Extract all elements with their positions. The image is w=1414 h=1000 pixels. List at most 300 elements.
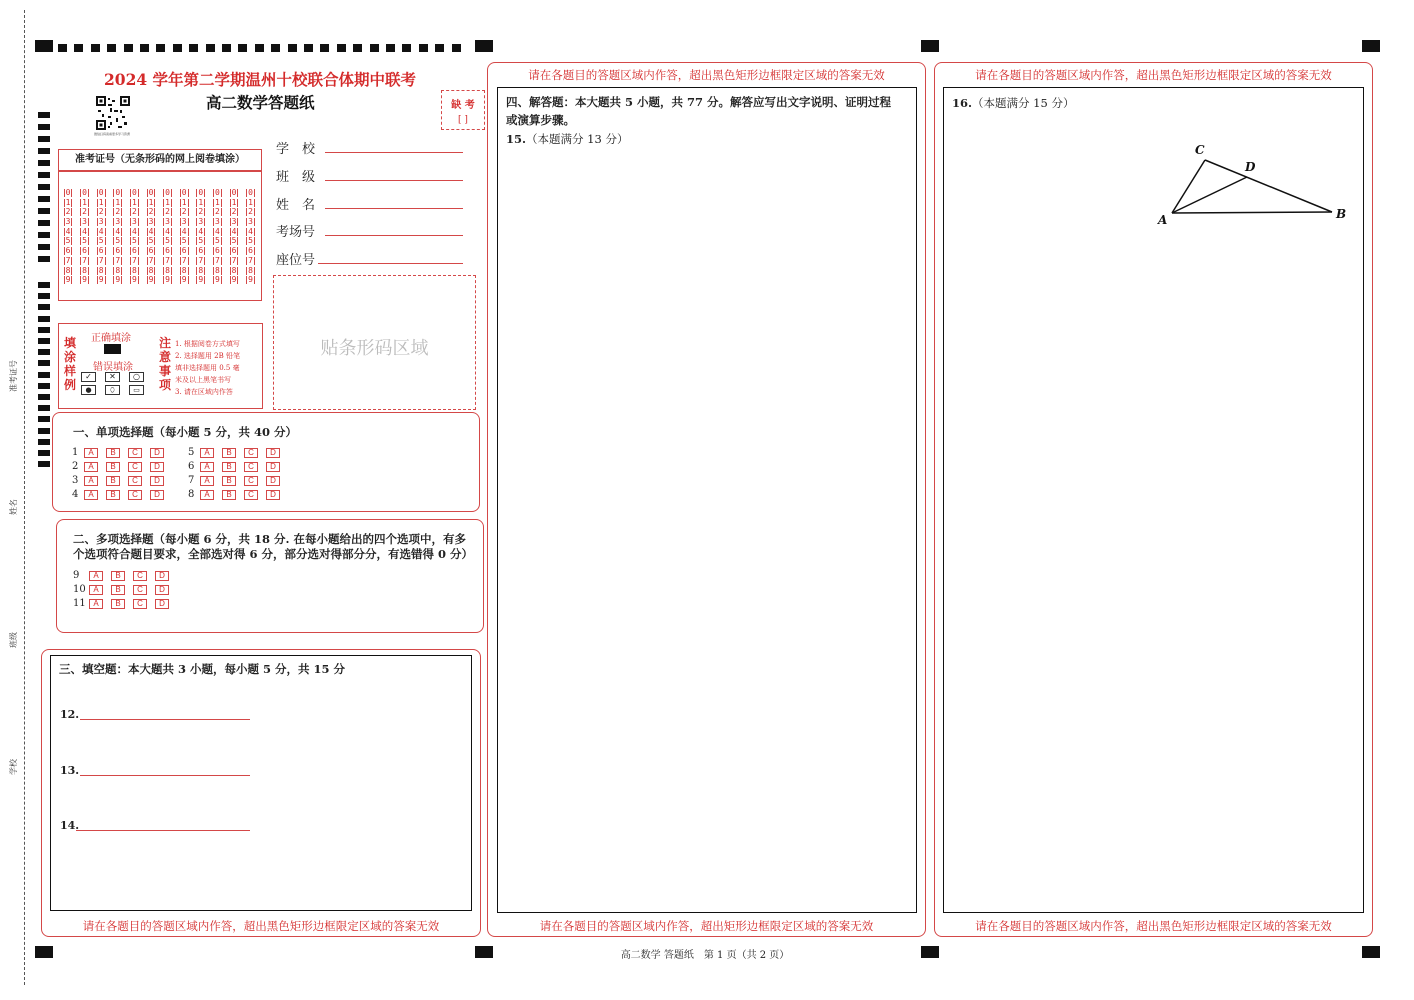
warning-top-mid: 请在各题目的答题区域内作答，超出黑色矩形边框限定区域的答案无效 (528, 68, 885, 82)
exam-id-digit-bubble[interactable]: 7 (214, 255, 220, 265)
option-bubble[interactable]: C (244, 476, 258, 486)
exam-id-digit-bubble[interactable]: 8 (214, 265, 220, 275)
exam-id-digit-bubble[interactable]: 6 (214, 246, 220, 256)
exam-id-digit-bubble[interactable]: 1 (131, 197, 137, 207)
exam-id-digit-bubble[interactable]: 2 (231, 207, 237, 217)
qr-caption: 微信扫码查看更多学习资源 (94, 132, 131, 136)
exam-id-digit-bubble[interactable]: 5 (181, 236, 187, 246)
timing-mark (38, 428, 50, 434)
timing-mark (124, 44, 133, 52)
sample-title: 填涂样例 (64, 336, 77, 392)
exam-id-digit-bubble[interactable]: 4 (115, 226, 121, 236)
timing-mark (38, 196, 50, 202)
exam-id-digit-bubble[interactable]: 0 (181, 188, 187, 197)
timing-mark (38, 184, 50, 190)
wrong-mark-cross-icon: ✕ (105, 372, 120, 382)
option-bubble[interactable]: C (244, 490, 258, 500)
absent-label: 缺 考 (451, 100, 475, 111)
section4-title-line1: 四、解答题：本大题共 5 小题，共 77 分。解答应写出文字说明、证明过程 (506, 95, 892, 109)
blank-13-label: 13. (60, 764, 80, 777)
option-bubble[interactable]: C (128, 448, 142, 458)
exam-id-digit-bubble[interactable]: 6 (131, 246, 137, 256)
option-bubble[interactable]: B (106, 490, 120, 500)
timing-mark (38, 220, 50, 226)
exam-id-digit-bubble[interactable]: 6 (65, 246, 71, 256)
exam-id-column (210, 188, 224, 285)
exam-id-digit-bubble[interactable]: 7 (82, 255, 87, 265)
exam-id-digit-bubble[interactable]: 0 (148, 188, 154, 197)
exam-id-digit-bubble[interactable]: 7 (131, 255, 137, 265)
notice-item: 米及以上黑笔书写 (175, 376, 231, 384)
exam-id-digit-bubble[interactable]: 7 (248, 255, 253, 265)
qr-code (96, 96, 130, 130)
timing-mark (38, 360, 50, 366)
absent-bracket: [ ] (458, 115, 468, 125)
exam-id-digit-bubble[interactable]: 9 (181, 275, 187, 285)
exam-id-digit-bubble[interactable]: 8 (248, 265, 253, 275)
field-label: 学 校 (276, 142, 316, 157)
option-bubble[interactable]: D (266, 462, 280, 472)
option-bubble[interactable]: A (200, 490, 214, 500)
warning-bottom-right: 请在各题目的答题区域内作答，超出黑色矩形边框限定区域的答案无效 (975, 919, 1332, 933)
exam-id-digit-bubble[interactable]: 5 (82, 236, 87, 246)
timing-mark (435, 44, 444, 52)
exam-id-digit-bubble[interactable]: 6 (165, 246, 170, 256)
option-bubble[interactable]: A (89, 585, 103, 595)
blank-14-label: 14. (60, 819, 80, 832)
exam-id-digit-bubble[interactable]: 2 (98, 207, 104, 217)
exam-id-digit-bubble[interactable]: 3 (131, 217, 137, 227)
option-bubble[interactable]: C (244, 448, 258, 458)
exam-id-digit-bubble[interactable]: 5 (198, 236, 204, 246)
option-bubble[interactable]: D (266, 476, 280, 486)
choice-row (73, 570, 177, 581)
exam-id-digit-bubble[interactable]: 0 (131, 188, 137, 197)
exam-id-digit-bubble[interactable]: 4 (131, 226, 137, 236)
exam-id-digit-bubble[interactable]: 9 (98, 275, 104, 285)
notice-title: 注意事项 (159, 336, 172, 392)
exam-id-digit-bubble[interactable]: 0 (248, 188, 253, 197)
question-number: 5 (188, 447, 195, 458)
question-number: 10 (73, 584, 86, 595)
sample-correct-label: 正确填涂 (91, 333, 131, 344)
segment-ab (1172, 212, 1332, 213)
exam-id-digit-bubble[interactable]: 3 (115, 217, 121, 227)
section3-title: 三、填空题：本大题共 3 小题，每小题 5 分，共 15 分 (59, 662, 346, 676)
exam-id-digit-bubble[interactable]: 4 (165, 226, 170, 236)
option-bubble[interactable]: B (222, 476, 236, 486)
section2-title-line2: 个选项符合题目要求，全部选对得 6 分，部分选对得部分分，有选错得 0 分） (73, 547, 474, 561)
timing-mark (38, 383, 50, 389)
exam-id-digit-bubble[interactable]: 0 (165, 188, 170, 197)
exam-id-digit-bubble[interactable]: 9 (65, 275, 71, 285)
absent-box[interactable] (441, 90, 485, 130)
exam-id-digit-bubble[interactable]: 2 (148, 207, 154, 217)
exam-id-digit-bubble[interactable]: 3 (231, 217, 237, 227)
exam-id-digit-bubble[interactable]: 3 (82, 217, 87, 227)
blank-14-input[interactable] (76, 817, 250, 831)
exam-id-digit-bubble[interactable]: 1 (82, 197, 87, 207)
timing-mark (38, 256, 50, 262)
exam-id-digit-bubble[interactable]: 8 (198, 265, 204, 275)
exam-id-digit-bubble[interactable]: 5 (65, 236, 71, 246)
exam-id-digit-bubble[interactable]: 8 (131, 265, 137, 275)
option-bubble[interactable]: C (128, 462, 142, 472)
exam-id-digit-bubble[interactable]: 1 (165, 197, 170, 207)
choice-row (72, 489, 172, 500)
option-bubble[interactable]: A (84, 476, 98, 486)
corner-mark (475, 946, 493, 958)
field-input[interactable] (318, 250, 463, 264)
option-bubble[interactable]: D (150, 448, 164, 458)
wrong-mark-check-icon: ✓ (81, 372, 96, 382)
sheet-subtitle: 高二数学答题纸 (206, 93, 315, 112)
q15-number: 15. (506, 132, 527, 146)
exam-id-digit-bubble[interactable]: 3 (65, 217, 71, 227)
barcode-area (273, 275, 476, 410)
exam-id-digit-bubble[interactable]: 4 (214, 226, 220, 236)
exam-id-digit-bubble[interactable]: 1 (65, 197, 71, 207)
exam-id-digit-bubble[interactable]: 6 (82, 246, 87, 256)
option-bubble[interactable]: D (155, 599, 169, 609)
exam-id-digit-bubble[interactable]: 1 (198, 197, 204, 207)
option-bubble[interactable]: C (128, 476, 142, 486)
exam-id-digit-bubble[interactable]: 2 (82, 207, 87, 217)
exam-id-digit-bubble[interactable]: 8 (98, 265, 104, 275)
exam-id-digit-bubble[interactable]: 7 (148, 255, 154, 265)
timing-mark (38, 372, 50, 378)
timing-mark (271, 44, 280, 52)
point-c-label: C (1195, 143, 1205, 157)
question-number: 4 (72, 489, 79, 500)
q16-header (952, 95, 1074, 111)
exam-id-digit-bubble[interactable]: 3 (198, 217, 204, 227)
timing-mark (38, 349, 50, 355)
barcode-area-label: 贴条形码区域 (320, 338, 429, 359)
exam-id-column (244, 188, 258, 285)
timing-mark (320, 44, 329, 52)
exam-id-digit-bubble[interactable]: 1 (214, 197, 220, 207)
sample-wrong-label: 错误填涂 (93, 362, 133, 373)
corner-mark (475, 40, 493, 52)
exam-id-digit-bubble[interactable]: 6 (198, 246, 204, 256)
exam-id-digit-bubble[interactable]: 4 (181, 226, 187, 236)
option-bubble[interactable]: B (222, 462, 236, 472)
point-d-label: D (1245, 160, 1256, 174)
corner-mark (35, 40, 53, 52)
exam-id-digit-bubble[interactable]: 6 (248, 246, 253, 256)
exam-id-digit-bubble[interactable]: 0 (82, 188, 87, 197)
option-bubble[interactable]: D (155, 571, 169, 581)
exam-id-digit-bubble[interactable]: 4 (198, 226, 204, 236)
exam-id-digit-bubble[interactable]: 5 (248, 236, 253, 246)
exam-id-digit-bubble[interactable]: 2 (248, 207, 253, 217)
timing-mark (353, 44, 362, 52)
timing-mark (38, 316, 50, 322)
q15-score: （本题满分 13 分） (526, 132, 629, 146)
timing-mark (38, 160, 50, 166)
timing-mark (452, 44, 461, 52)
corner-mark (1362, 40, 1380, 52)
question-number: 8 (188, 489, 195, 500)
exam-id-digit-bubble[interactable]: 3 (181, 217, 187, 227)
option-bubble[interactable]: D (150, 462, 164, 472)
timing-mark (38, 450, 50, 456)
option-bubble[interactable]: D (150, 490, 164, 500)
exam-id-digit-bubble[interactable]: 8 (148, 265, 154, 275)
timing-mark (74, 44, 83, 52)
field-input[interactable] (325, 222, 463, 236)
exam-id-digit-bubble[interactable]: 0 (214, 188, 220, 197)
option-bubble[interactable]: C (133, 585, 147, 595)
choice-row (72, 475, 172, 486)
option-bubble[interactable]: A (200, 448, 214, 458)
section2-title-line1: 二、多项选择题（每小题 6 分，共 18 分. 在每小题给出的四个选项中，有多 (73, 532, 467, 546)
triangle-figure (1150, 140, 1355, 230)
option-bubble[interactable]: D (266, 448, 280, 458)
choice-row (188, 489, 288, 500)
exam-id-digit-bubble[interactable]: 5 (131, 236, 137, 246)
blank-13-input[interactable] (80, 762, 250, 776)
exam-id-digit-bubble[interactable]: 2 (198, 207, 204, 217)
side-label-name: 姓名 (9, 499, 18, 515)
timing-mark (140, 44, 149, 52)
exam-id-digit-bubble[interactable]: 5 (148, 236, 154, 246)
blank-12-input[interactable] (80, 706, 250, 720)
exam-id-digit-bubble[interactable]: 7 (115, 255, 121, 265)
section4-title-line2: 或演算步骤。 (506, 113, 575, 127)
option-bubble[interactable]: A (84, 448, 98, 458)
exam-id-digit-bubble[interactable]: 5 (214, 236, 220, 246)
timing-mark (255, 44, 264, 52)
corner-mark (921, 40, 939, 52)
field-input[interactable] (325, 195, 463, 209)
timing-mark (419, 44, 428, 52)
exam-id-digit-bubble[interactable]: 2 (181, 207, 187, 217)
exam-id-digit-bubble[interactable]: 2 (131, 207, 137, 217)
exam-id-digit-bubble[interactable]: 4 (65, 226, 71, 236)
exam-id-digit-bubble[interactable]: 9 (248, 275, 253, 285)
exam-id-column (161, 188, 175, 285)
timing-mark (38, 405, 50, 411)
choice-row (72, 447, 172, 458)
field-label: 班 级 (276, 169, 316, 185)
exam-id-digit-bubble[interactable]: 0 (231, 188, 237, 197)
exam-id-digit-bubble[interactable]: 6 (148, 246, 154, 256)
exam-id-digit-bubble[interactable]: 5 (231, 236, 237, 246)
field-label: 考场号 (276, 225, 316, 241)
exam-id-digit-bubble[interactable]: 7 (198, 255, 204, 265)
exam-id-digit-bubble[interactable]: 3 (248, 217, 253, 227)
option-bubble[interactable]: C (244, 462, 258, 472)
exam-id-digit-bubble[interactable]: 1 (181, 197, 187, 207)
exam-id-bubbles[interactable] (61, 188, 261, 298)
timing-mark (173, 44, 182, 52)
exam-id-digit-bubble[interactable]: 9 (115, 275, 121, 285)
exam-id-digit-bubble[interactable]: 2 (165, 207, 170, 217)
timing-mark (222, 44, 231, 52)
exam-id-digit-bubble[interactable]: 4 (82, 226, 87, 236)
exam-id-digit-bubble[interactable]: 1 (148, 197, 154, 207)
cut-line (24, 10, 25, 985)
notice-item: 1. 根据阅卷方式填写 (175, 340, 240, 348)
exam-id-digit-bubble[interactable]: 0 (65, 188, 71, 197)
choice-row (188, 475, 288, 486)
sample-wrong-marks (81, 372, 151, 395)
timing-mark (58, 44, 67, 52)
exam-id-digit-bubble[interactable]: 3 (98, 217, 104, 227)
q15-answer-frame[interactable] (497, 87, 917, 913)
exam-id-digit-bubble[interactable]: 9 (231, 275, 237, 285)
exam-id-digit-bubble[interactable]: 9 (82, 275, 87, 285)
option-bubble[interactable]: B (111, 599, 125, 609)
field-input[interactable] (325, 167, 463, 181)
exam-id-digit-bubble[interactable]: 9 (198, 275, 204, 285)
option-bubble[interactable]: B (111, 571, 125, 581)
wrong-mark-circle-icon: ○ (129, 372, 144, 382)
option-bubble[interactable]: A (84, 462, 98, 472)
option-bubble[interactable]: C (133, 571, 147, 581)
warning-bottom-left: 请在各题目的答题区域内作答，超出黑色矩形边框限定区域的答案无效 (82, 919, 440, 933)
timing-mark (91, 44, 100, 52)
exam-id-digit-bubble[interactable]: 9 (131, 275, 137, 285)
notice-list (175, 338, 240, 398)
timing-mark (386, 44, 395, 52)
timing-mark (38, 172, 50, 178)
exam-id-digit-bubble[interactable]: 4 (248, 226, 253, 236)
option-bubble[interactable]: A (200, 462, 214, 472)
exam-id-digit-bubble[interactable]: 8 (165, 265, 170, 275)
timing-mark (38, 282, 50, 288)
exam-id-column (227, 188, 241, 285)
timing-mark (38, 304, 50, 310)
sample-box (58, 323, 263, 409)
exam-id-column (177, 188, 191, 285)
side-label-class: 班级 (9, 632, 18, 648)
exam-id-digit-bubble[interactable]: 2 (65, 207, 71, 217)
exam-id-digit-bubble[interactable]: 7 (165, 255, 170, 265)
exam-id-digit-bubble[interactable]: 8 (181, 265, 187, 275)
timing-mark (38, 293, 50, 299)
timing-mark (107, 44, 116, 52)
timing-mark (38, 327, 50, 333)
exam-id-digit-bubble[interactable]: 6 (98, 246, 104, 256)
option-bubble[interactable]: B (222, 448, 236, 458)
exam-id-digit-bubble[interactable]: 6 (115, 246, 121, 256)
exam-id-digit-bubble[interactable]: 3 (148, 217, 154, 227)
exam-id-digit-bubble[interactable]: 5 (98, 236, 104, 246)
point-b-label: B (1336, 207, 1347, 221)
exam-id-digit-bubble[interactable]: 5 (115, 236, 121, 246)
option-bubble[interactable]: C (133, 599, 147, 609)
exam-id-column (111, 188, 125, 285)
exam-id-column (127, 188, 141, 285)
option-bubble[interactable]: A (84, 490, 98, 500)
exam-id-column (194, 188, 208, 285)
exam-id-column (78, 188, 92, 285)
warning-bottom-mid: 请在各题目的答题区域内作答，超出矩形边框限定区域的答案无效 (539, 919, 874, 933)
question-number: 6 (188, 461, 195, 472)
option-bubble[interactable]: B (222, 490, 236, 500)
choice-row (188, 461, 288, 472)
exam-id-digit-bubble[interactable]: 4 (231, 226, 237, 236)
timing-mark (156, 44, 165, 52)
exam-id-digit-bubble[interactable]: 8 (231, 265, 237, 275)
option-bubble[interactable]: A (200, 476, 214, 486)
exam-id-digit-bubble[interactable]: 9 (148, 275, 154, 285)
exam-id-digit-bubble[interactable]: 1 (248, 197, 253, 207)
section1-title: 一、单项选择题（每小题 5 分，共 40 分） (73, 425, 298, 439)
exam-id-digit-bubble[interactable]: 8 (82, 265, 87, 275)
exam-id-digit-bubble[interactable]: 4 (98, 226, 104, 236)
exam-id-digit-bubble[interactable]: 7 (98, 255, 104, 265)
timing-mark (38, 416, 50, 422)
side-label-school: 学校 (9, 759, 18, 775)
exam-id-digit-bubble[interactable]: 1 (231, 197, 237, 207)
exam-id-digit-bubble[interactable]: 6 (231, 246, 237, 256)
timing-mark (370, 44, 379, 52)
exam-id-digit-bubble[interactable]: 0 (98, 188, 104, 197)
exam-id-digit-bubble[interactable]: 3 (165, 217, 170, 227)
timing-mark (38, 136, 50, 142)
timing-mark (38, 439, 50, 445)
wrong-mark-ring-icon: ▭ (129, 385, 144, 395)
exam-id-digit-bubble[interactable]: 1 (98, 197, 104, 207)
timing-mark (206, 44, 215, 52)
option-bubble[interactable]: A (89, 599, 103, 609)
option-bubble[interactable]: D (155, 585, 169, 595)
blank-12-label: 12. (60, 708, 80, 721)
exam-id-digit-bubble[interactable]: 9 (165, 275, 170, 285)
exam-id-digit-bubble[interactable]: 7 (231, 255, 237, 265)
option-bubble[interactable]: A (89, 571, 103, 581)
exam-id-digit-bubble[interactable]: 2 (214, 207, 220, 217)
exam-id-digit-bubble[interactable]: 1 (115, 197, 121, 207)
timing-mark (38, 232, 50, 238)
option-bubble[interactable]: C (128, 490, 142, 500)
exam-title: 2024 学年第二学期温州十校联合体期中联考 (104, 70, 417, 89)
exam-id-digit-bubble[interactable]: 8 (115, 265, 121, 275)
field-input[interactable] (325, 139, 463, 153)
exam-id-digit-bubble[interactable]: 7 (65, 255, 71, 265)
exam-id-digit-bubble[interactable]: 8 (65, 265, 71, 275)
exam-id-digit-bubble[interactable]: 9 (214, 275, 220, 285)
exam-id-digit-bubble[interactable]: 6 (181, 246, 187, 256)
point-a-label: A (1158, 213, 1168, 227)
q16-score: （本题满分 15 分） (972, 96, 1075, 110)
timing-mark (38, 338, 50, 344)
option-bubble[interactable]: B (106, 476, 120, 486)
exam-id-digit-bubble[interactable]: 2 (115, 207, 121, 217)
exam-id-digit-bubble[interactable]: 0 (198, 188, 204, 197)
timing-mark (288, 44, 297, 52)
field-label: 姓 名 (276, 197, 316, 213)
exam-id-digit-bubble[interactable]: 5 (165, 236, 170, 246)
option-bubble[interactable]: D (266, 490, 280, 500)
exam-id-digit-bubble[interactable]: 0 (115, 188, 121, 197)
option-bubble[interactable]: B (111, 585, 125, 595)
exam-id-digit-bubble[interactable]: 7 (181, 255, 187, 265)
option-bubble[interactable]: D (150, 476, 164, 486)
field-label: 座位号 (276, 253, 316, 269)
exam-id-digit-bubble[interactable]: 3 (214, 217, 220, 227)
option-bubble[interactable]: B (106, 462, 120, 472)
timing-mark (38, 148, 50, 154)
timing-mark (38, 244, 50, 250)
exam-id-digit-bubble[interactable]: 4 (148, 226, 154, 236)
choice-row (72, 461, 172, 472)
option-bubble[interactable]: B (106, 448, 120, 458)
